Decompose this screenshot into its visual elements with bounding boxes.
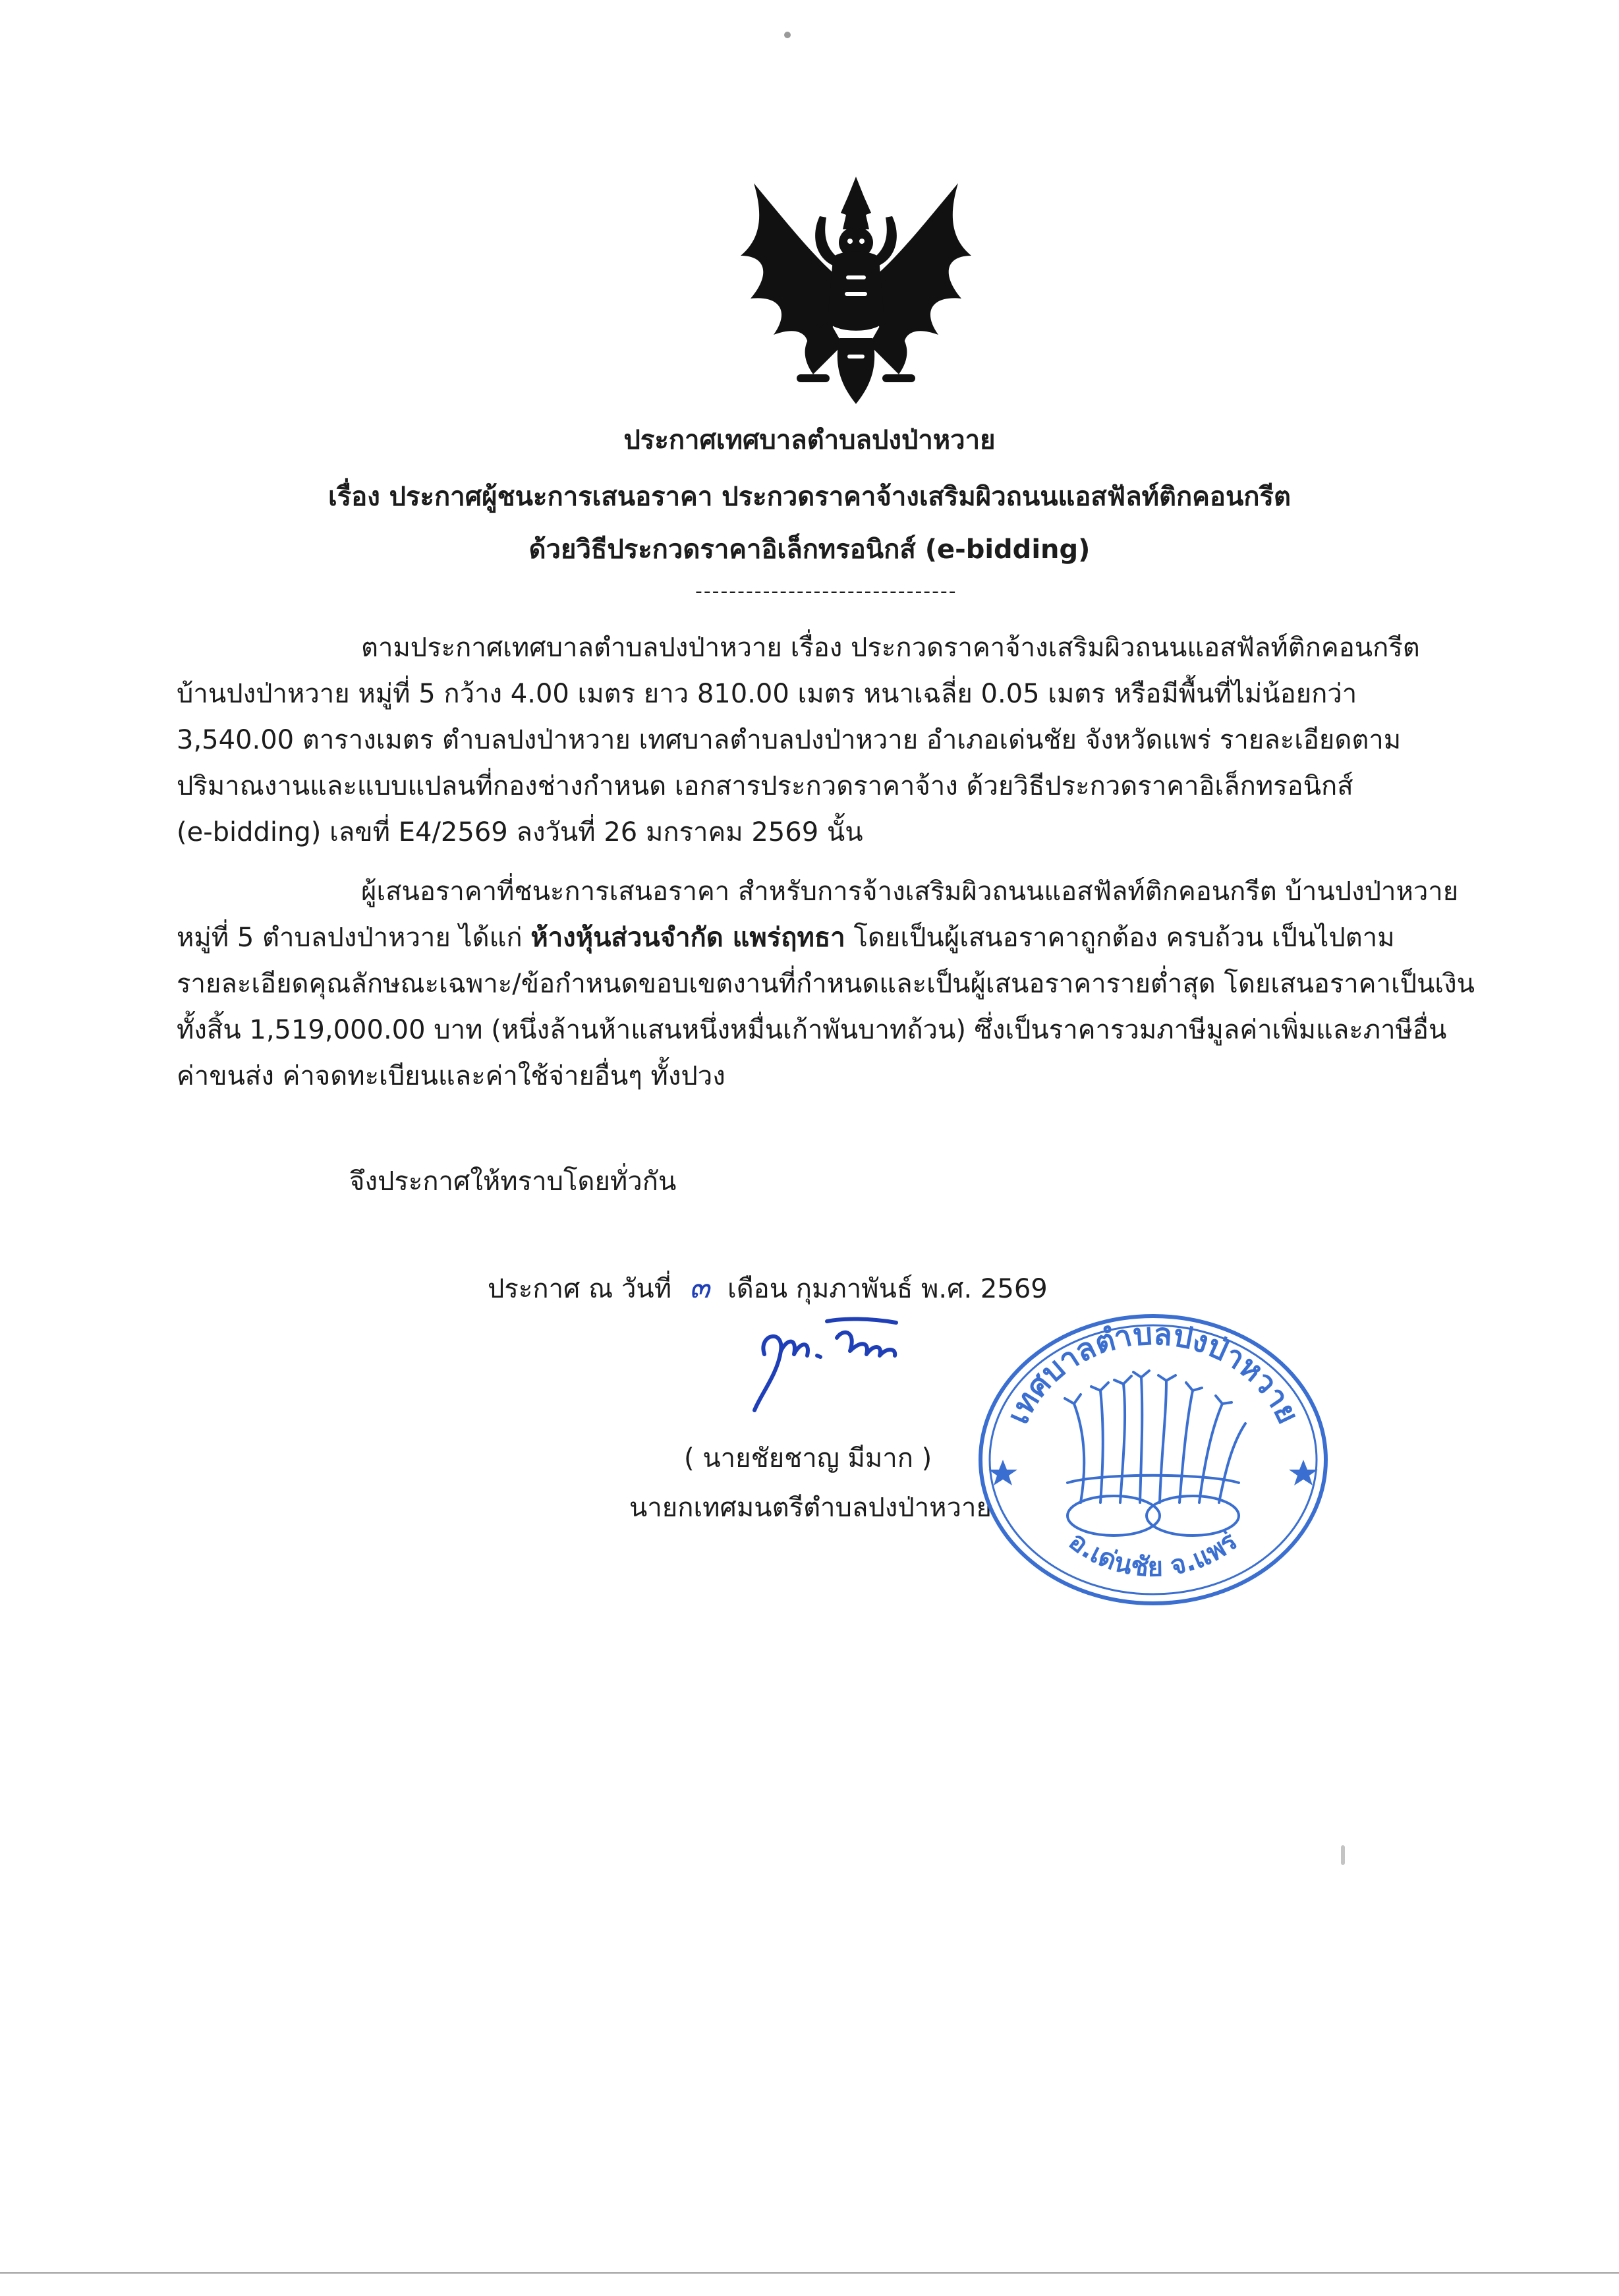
scan-speck xyxy=(784,32,791,38)
svg-text:เทศบาลตำบลปงป่าหวาย: เทศบาลตำบลปงป่าหวาย xyxy=(1000,1315,1307,1429)
announcement-subject: เรื่อง ประกาศผู้ชนะการเสนอราคา ประกวดราคาจ้างเสริมผิวถนนแอสฟัลท์ติกคอนกรีต xyxy=(328,482,1291,512)
paragraph1-line: ตามประกาศเทศบาลตำบลปงป่าหวาย เรื่อง ประกวดราคาจ้างเสริมผิวถนนแอสฟัลท์ติกคอนกรีต xyxy=(361,633,1420,663)
paragraph2-line: รายละเอียดคุณลักษณะเฉพาะ/ข้อกำหนดขอบเขตงานที่กำหนดและเป็นผู้เสนอราคารายต่ำสุด โดยเสนอราคาเป็นเงิน xyxy=(177,969,1475,999)
paragraph1-line: ปริมาณงานและแบบแปลนที่กองช่างกำหนด เอกสารประกวดราคาจ้าง ด้วยวิธีประกวดราคาอิเล็กทรอนิกส์ xyxy=(177,771,1353,801)
scan-edge-line xyxy=(0,2272,1619,2274)
scan-speck xyxy=(1341,1845,1345,1865)
title-divider: ------------------------------- xyxy=(695,580,957,603)
date-day-handwritten: ๓ xyxy=(689,1269,710,1305)
date-line xyxy=(488,1269,1048,1306)
paragraph2-text: โดยเป็นผู้เสนอราคาถูกต้อง ครบถ้วน เป็นไปตาม xyxy=(845,923,1395,953)
paragraph2-line: ทั้งสิ้น 1,519,000.00 บาท (หนึ่งล้านห้าแสนหนึ่งหมื่นเก้าพันบาทถ้วน) ซึ่งเป็นราคารวมภาษีมูลค่าเพิ่มและภาษีอื่น xyxy=(177,1015,1447,1045)
paragraph1-line: 3,540.00 ตารางเมตร ตำบลปงป่าหวาย เทศบาลตำบลปงป่าหวาย อำเภอเด่นชัย จังหวัดแพร่ รายละเอียดตาม xyxy=(177,725,1402,755)
paragraph2-line: ผู้เสนอราคาที่ชนะการเสนอราคา สำหรับการจ้างเสริมผิวถนนแอสฟัลท์ติกคอนกรีต บ้านปงป่าหวาย xyxy=(361,876,1459,907)
closing-statement: จึงประกาศให้ทราบโดยทั่วกัน xyxy=(349,1166,677,1197)
paragraph1-line: (e-bidding) เลขที่ E4/2569 ลงวันที่ 26 มกราคม 2569 นั้น xyxy=(177,817,863,847)
signer-name: ( นายชัยชาญ มีมาก ) xyxy=(684,1443,932,1474)
paragraph2-line xyxy=(177,919,1395,956)
paragraph2-line: ค่าขนส่ง ค่าจดทะเบียนและค่าใช้จ่ายอื่นๆ ทั้งปวง xyxy=(177,1061,725,1091)
announcement-title: ประกาศเทศบาลตำบลปงป่าหวาย xyxy=(623,425,996,455)
announcement-method: ด้วยวิธีประกวดราคาอิเล็กทรอนิกส์ (e-bidding) xyxy=(528,534,1091,565)
garuda-emblem-icon xyxy=(734,177,978,407)
paragraph1-line: บ้านปงป่าหวาย หมู่ที่ 5 กว้าง 4.00 เมตร ยาว 810.00 เมตร หนาเฉลี่ย 0.05 เมตร หรือมีพื้นที่ไม่น้อยกว่า xyxy=(177,679,1357,709)
signature-scribble xyxy=(745,1315,923,1414)
paragraph2-text: หมู่ที่ 5 ตำบลปงป่าหวาย ได้แก่ xyxy=(177,923,531,953)
official-seal-stamp xyxy=(969,1305,1338,1615)
winner-name: ห้างหุ้นส่วนจำกัด แพร่ฤทธา xyxy=(530,923,845,953)
signer-position: นายกเทศมนตรีตำบลปงป่าหวาย xyxy=(629,1493,992,1523)
svg-text:อ.เด่นชัย จ.แพร่: อ.เด่นชัย จ.แพร่ xyxy=(1063,1526,1243,1583)
date-prefix: ประกาศ ณ วันที่ xyxy=(488,1274,672,1304)
date-suffix: เดือน กุมภาพันธ์ พ.ศ. 2569 xyxy=(727,1274,1048,1304)
